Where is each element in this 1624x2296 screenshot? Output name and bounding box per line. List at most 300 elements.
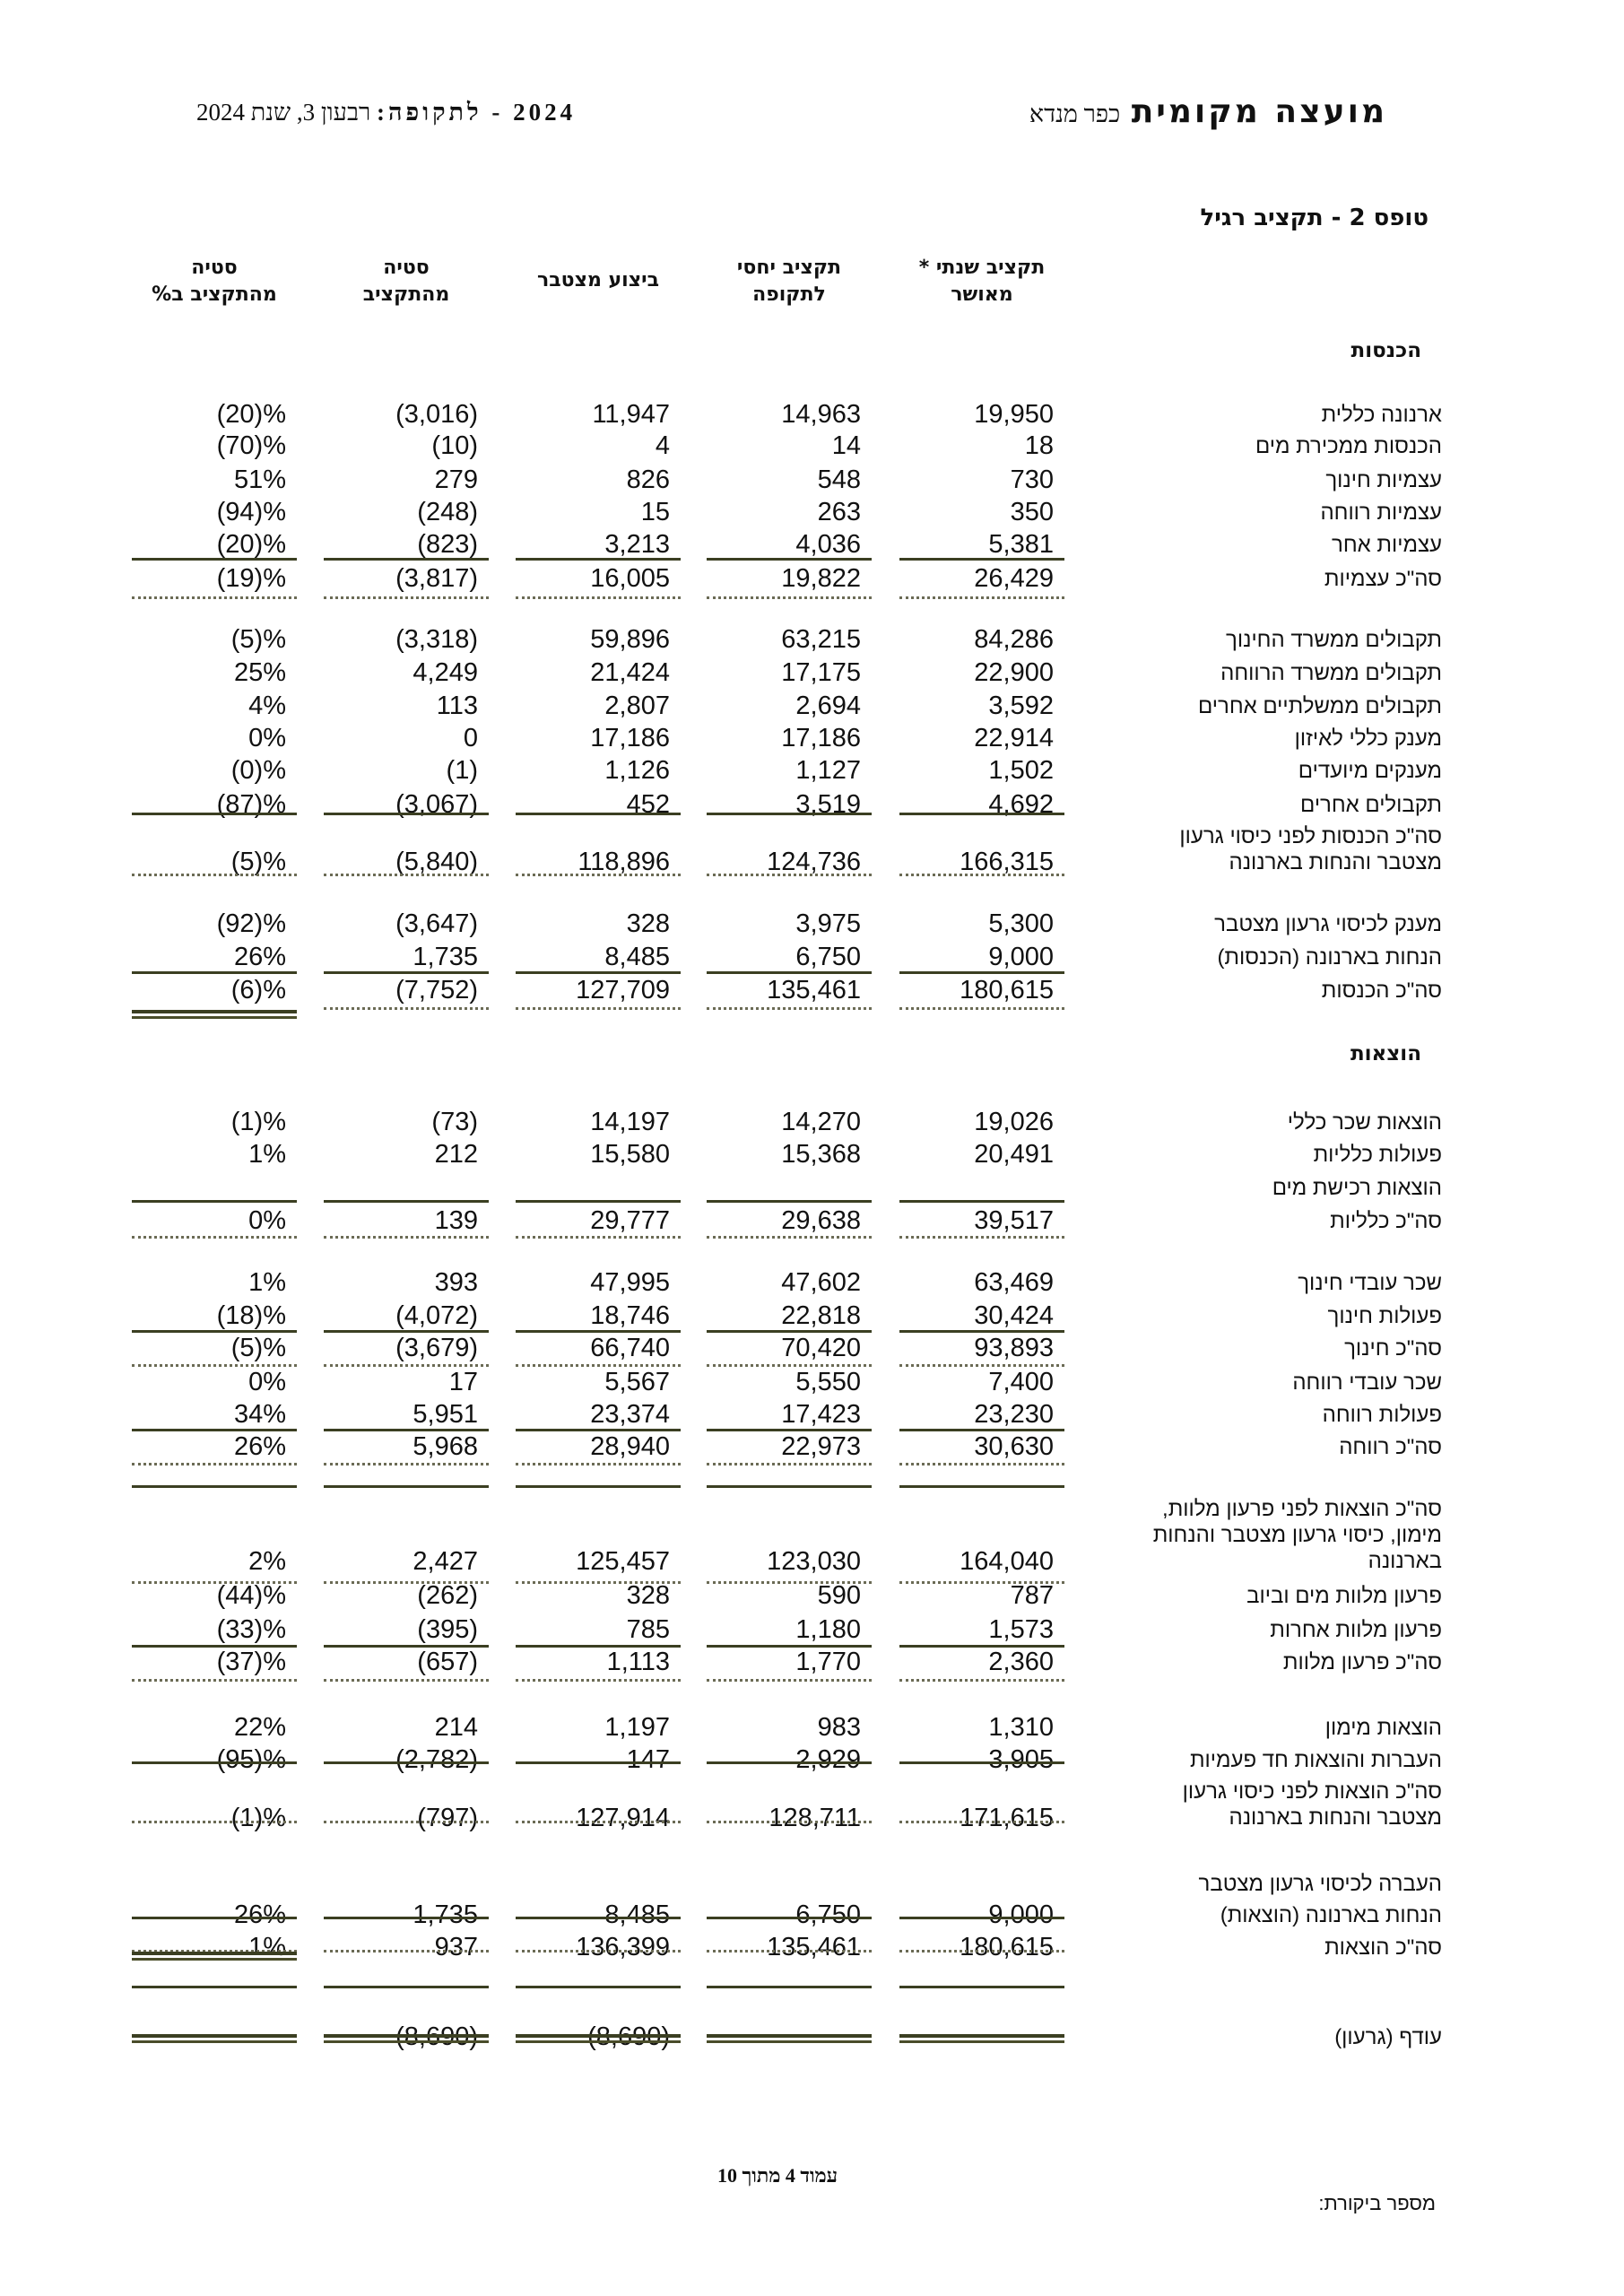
- double-underline: [324, 2034, 489, 2043]
- cell-value: [132, 528, 297, 561]
- dotted-underline: [132, 1463, 297, 1465]
- cell-text: (657): [417, 1648, 478, 1676]
- cell-text: 1%: [248, 1268, 286, 1297]
- subtotal-rule: [707, 1986, 872, 1988]
- cell-value: [707, 1931, 872, 1963]
- cell-text: 66,740: [590, 1334, 670, 1362]
- cell-value: [324, 1931, 489, 1963]
- cell-text: 548: [817, 465, 861, 494]
- cell-value: [899, 1744, 1064, 1776]
- cell-value: [132, 941, 297, 973]
- cell-text: (5)%: [230, 625, 286, 654]
- column-header-line: סטיה: [383, 257, 430, 279]
- cell-value: [324, 528, 489, 561]
- cell-text: 127,914: [576, 1804, 670, 1832]
- cell-value: [324, 398, 489, 430]
- cell-value: [324, 1646, 489, 1678]
- cell-text: (395): [417, 1615, 478, 1644]
- cell-text: (19)%: [216, 564, 286, 593]
- cell-text: 139: [434, 1206, 478, 1235]
- cell-text: (3,647): [395, 909, 478, 938]
- subtotal-rule: [324, 1200, 489, 1203]
- cell-text: 19,950: [974, 400, 1054, 429]
- cell-value: [324, 908, 489, 940]
- subtotal-rule: [707, 558, 872, 561]
- row-label-line: עודף (גרעון): [1334, 2025, 1442, 2049]
- cell-value: [899, 528, 1064, 561]
- cell-text: 23,374: [590, 1400, 670, 1429]
- cell-text: 84,286: [974, 625, 1054, 654]
- cell-text: 127,709: [576, 976, 670, 1004]
- row-label-line: מענקים מיועדים: [1298, 759, 1442, 783]
- row-label-line: מצטבר והנחות בארנונה: [1229, 1805, 1442, 1830]
- cell-text: 1%: [248, 1933, 286, 1961]
- subtotal-rule: [516, 1986, 681, 1988]
- cell-text: (5)%: [230, 848, 286, 876]
- cell-value: [132, 1899, 297, 1931]
- cell-text: 4,692: [988, 790, 1054, 819]
- row-label-line: הנחות בארנונה (הוצאות): [1220, 1903, 1442, 1927]
- row-label-line: פרעון מלוות מים וביוב: [1246, 1584, 1442, 1608]
- dotted-underline: [899, 1364, 1064, 1367]
- row-label-line: העברה לכיסוי גרעון מצטבר: [1198, 1872, 1442, 1896]
- cell-value: [516, 1266, 681, 1299]
- council-header: [1029, 93, 1387, 130]
- dotted-underline: [516, 1236, 681, 1239]
- cell-text: 15,580: [590, 1140, 670, 1169]
- cell-text: 29,777: [590, 1206, 670, 1235]
- cell-text: 63,215: [781, 625, 861, 654]
- dotted-underline: [324, 874, 489, 876]
- row-label-line: מצטבר והנחות בארנונה: [1229, 850, 1442, 874]
- cell-value: [899, 496, 1064, 528]
- cell-value: [707, 1205, 872, 1237]
- cell-text: 171,615: [960, 1804, 1054, 1832]
- subtotal-rule: [707, 971, 872, 974]
- cell-text: 22,900: [974, 658, 1054, 687]
- subtotal-rule: [707, 1485, 872, 1488]
- cell-text: (92)%: [216, 909, 286, 938]
- row-label-line: פרעון מלוות אחרות: [1270, 1618, 1442, 1642]
- cell-value: [707, 1366, 872, 1398]
- cell-value: [707, 1613, 872, 1646]
- cell-value: [707, 1744, 872, 1776]
- column-header-line: תקציב יחסי: [736, 257, 842, 279]
- column-header-line: מהתקציב: [362, 283, 450, 306]
- cell-text: 937: [434, 1933, 478, 1961]
- cell-text: 4: [655, 431, 670, 460]
- cell-value: [324, 1802, 489, 1834]
- cell-text: 279: [434, 465, 478, 494]
- cell-value: [132, 908, 297, 940]
- cell-text: 15,368: [781, 1140, 861, 1169]
- cell-value: [516, 1106, 681, 1138]
- cell-value: [899, 1931, 1064, 1963]
- column-header-cumulative: [516, 267, 681, 294]
- cell-text: (94)%: [216, 498, 286, 526]
- cell-value: [707, 974, 872, 1006]
- cell-text: 21,424: [590, 658, 670, 687]
- cell-text: (248): [417, 498, 478, 526]
- dotted-underline: [324, 1679, 489, 1682]
- row-label-line: סה"כ כלליות: [1330, 1209, 1442, 1233]
- subtotal-rule: [516, 1200, 681, 1203]
- cell-value: [132, 1579, 297, 1612]
- cell-value: [324, 788, 489, 821]
- control-number-label: מספר ביקורת:: [1318, 2192, 1436, 2214]
- cell-text: 983: [817, 1713, 861, 1742]
- cell-value: [707, 788, 872, 821]
- cell-value: [132, 398, 297, 430]
- cell-value: [324, 1579, 489, 1612]
- dotted-underline: [132, 1236, 297, 1239]
- cell-text: (33)%: [216, 1615, 286, 1644]
- cell-text: 147: [626, 1745, 670, 1774]
- dotted-underline: [516, 1007, 681, 1010]
- subtotal-rule: [132, 1986, 297, 1988]
- cell-value: [516, 1398, 681, 1431]
- cell-value: [899, 1266, 1064, 1299]
- cell-value: [132, 1744, 297, 1776]
- cell-value: [707, 1802, 872, 1834]
- cell-text: 164,040: [960, 1547, 1054, 1576]
- cell-text: 30,424: [974, 1301, 1054, 1330]
- cell-value: [899, 1545, 1064, 1578]
- row-label: [1220, 1902, 1442, 1928]
- cell-value: [899, 690, 1064, 722]
- cell-text: 1,735: [413, 943, 478, 971]
- cell-text: 16,005: [590, 564, 670, 593]
- cell-value: [516, 1579, 681, 1612]
- cell-value: [324, 1431, 489, 1463]
- cell-text: 180,615: [960, 1933, 1054, 1961]
- subtotal-rule: [899, 1917, 1064, 1919]
- cell-text: 17,186: [781, 724, 861, 752]
- cell-text: (73): [431, 1108, 478, 1136]
- row-label: [1198, 693, 1442, 719]
- row-label: [1328, 1303, 1442, 1329]
- cell-value: [132, 657, 297, 689]
- dotted-underline: [516, 596, 681, 599]
- cell-value: [324, 974, 489, 1006]
- subtotal-rule: [132, 1645, 297, 1648]
- dotted-underline: [324, 1364, 489, 1367]
- cell-text: (5)%: [230, 1334, 286, 1362]
- row-label: [1323, 1402, 1442, 1428]
- subtotal-rule: [132, 813, 297, 815]
- subtotal-rule: [132, 1330, 297, 1333]
- cell-value: [132, 722, 297, 754]
- cell-value: [516, 430, 681, 462]
- cell-value: [899, 657, 1064, 689]
- dotted-underline: [707, 1581, 872, 1584]
- dotted-underline: [516, 1463, 681, 1465]
- cell-value: [516, 788, 681, 821]
- row-label-line: עצמיות רווחה: [1320, 500, 1442, 525]
- subtotal-rule: [324, 1645, 489, 1648]
- double-underline: [132, 2034, 297, 2043]
- subtotal-rule: [899, 1986, 1064, 1988]
- cell-value: [516, 1332, 681, 1364]
- cell-text: 20,491: [974, 1140, 1054, 1169]
- subtotal-rule: [516, 971, 681, 974]
- subtotal-rule: [132, 1485, 297, 1488]
- cell-text: 26%: [233, 1900, 286, 1929]
- subtotal-rule: [516, 1761, 681, 1764]
- cell-text: 1%: [248, 1140, 286, 1169]
- cell-text: 452: [626, 790, 670, 819]
- cell-value: [899, 1802, 1064, 1834]
- dotted-underline: [516, 1821, 681, 1823]
- cell-text: 39,517: [974, 1206, 1054, 1235]
- row-label-line: עצמיות חינוך: [1325, 468, 1442, 492]
- cell-value: [899, 1106, 1064, 1138]
- cell-value: [899, 1300, 1064, 1332]
- row-label: [1220, 660, 1442, 686]
- cell-text: 18: [1024, 431, 1054, 460]
- dotted-underline: [707, 1950, 872, 1952]
- cell-value: [516, 1931, 681, 1963]
- row-label: [1325, 467, 1442, 493]
- cell-value: [899, 623, 1064, 656]
- cell-value: [516, 908, 681, 940]
- row-label: [1332, 532, 1442, 558]
- cell-text: 5,968: [413, 1432, 478, 1461]
- cell-text: 328: [626, 1581, 670, 1610]
- cell-value: [707, 528, 872, 561]
- cell-text: 15: [640, 498, 670, 526]
- period-header: [196, 99, 576, 126]
- cell-value: [707, 1300, 872, 1332]
- cell-value: [899, 464, 1064, 496]
- cell-value: [132, 562, 297, 595]
- cell-value: [707, 1431, 872, 1463]
- cell-value: [324, 1899, 489, 1931]
- cell-text: 59,896: [590, 625, 670, 654]
- cell-value: [516, 1802, 681, 1834]
- row-label: [1255, 433, 1442, 459]
- cell-text: (70)%: [216, 431, 286, 460]
- cell-value: [707, 1545, 872, 1578]
- cell-value: [516, 754, 681, 787]
- cell-text: 3,519: [795, 790, 861, 819]
- cell-text: 22,973: [781, 1432, 861, 1461]
- cell-text: 166,315: [960, 848, 1054, 876]
- double-underline: [707, 2034, 872, 2043]
- dotted-underline: [707, 1463, 872, 1465]
- cell-value: [516, 941, 681, 973]
- cell-value: [899, 1899, 1064, 1931]
- row-label-line: תקבולים אחרים: [1300, 793, 1442, 817]
- row-label-line: סה"כ הוצאות לפני פרעון מלוות,: [1162, 1497, 1442, 1521]
- cell-value: [324, 1300, 489, 1332]
- cell-value: [899, 1332, 1064, 1364]
- row-label: [1324, 1935, 1442, 1961]
- cell-text: 70,420: [781, 1334, 861, 1362]
- cell-text: (797): [417, 1804, 478, 1832]
- cell-text: 8,485: [604, 1900, 670, 1929]
- subtotal-rule: [707, 1200, 872, 1203]
- cell-value: [324, 1366, 489, 1398]
- row-label: [1183, 1779, 1442, 1831]
- cell-text: 2,694: [795, 691, 861, 720]
- cell-value: [516, 1138, 681, 1170]
- cell-text: 5,567: [604, 1368, 670, 1396]
- cell-value: [132, 974, 297, 1006]
- cell-value: [516, 657, 681, 689]
- cell-value: [516, 1613, 681, 1646]
- cell-text: 1,573: [988, 1615, 1054, 1644]
- subtotal-rule: [132, 1429, 297, 1431]
- subtotal-rule: [132, 1761, 297, 1764]
- row-label: [1288, 1109, 1442, 1135]
- cell-text: 26%: [233, 943, 286, 971]
- subtotal-rule: [707, 1645, 872, 1648]
- row-label-line: תקבולים ממשרד הרווחה: [1220, 661, 1442, 685]
- row-label-line: תקבולים ממשלתיים אחרים: [1198, 694, 1442, 718]
- row-label: [1270, 1617, 1442, 1643]
- cell-text: 118,896: [578, 848, 670, 876]
- cell-text: (7,752): [395, 976, 478, 1004]
- cell-text: (3,016): [395, 400, 478, 429]
- cell-value: [899, 941, 1064, 973]
- cell-text: 5,300: [988, 909, 1054, 938]
- cell-value: [324, 623, 489, 656]
- cell-text: 3,592: [988, 691, 1054, 720]
- cell-value: [516, 1366, 681, 1398]
- cell-text: (1)%: [230, 1108, 286, 1136]
- cell-value: [516, 1744, 681, 1776]
- dotted-underline: [899, 1463, 1064, 1465]
- cell-text: 730: [1010, 465, 1054, 494]
- row-label-line: הוצאות מימון: [1324, 1716, 1442, 1740]
- row-label-line: סה"כ הוצאות: [1324, 1935, 1442, 1960]
- cell-value: [899, 1579, 1064, 1612]
- cell-value: [132, 1802, 297, 1834]
- cell-text: 9,000: [988, 1900, 1054, 1929]
- dotted-underline: [899, 1581, 1064, 1584]
- row-label: [1298, 758, 1442, 784]
- cell-value: [132, 788, 297, 821]
- cell-value: [516, 1205, 681, 1237]
- page-number: עמוד 4 מתוך 10: [717, 2164, 838, 2187]
- cell-text: 51%: [233, 465, 286, 494]
- row-label-line: סה"כ רווחה: [1339, 1435, 1442, 1459]
- cell-text: 590: [817, 1581, 861, 1610]
- cell-text: (20)%: [216, 530, 286, 559]
- cell-text: (0)%: [230, 756, 286, 785]
- cell-value: [516, 1899, 681, 1931]
- cell-value: [132, 1332, 297, 1364]
- dotted-underline: [324, 1236, 489, 1239]
- cell-value: [899, 908, 1064, 940]
- dotted-underline: [324, 1581, 489, 1584]
- cell-text: 63,469: [974, 1268, 1054, 1297]
- cell-value: [132, 1266, 297, 1299]
- row-label: [1226, 627, 1442, 653]
- cell-value: [324, 1711, 489, 1744]
- column-header-deviation-percent: [132, 255, 297, 309]
- cell-text: (3,679): [395, 1334, 478, 1362]
- column-header-line: ביצוע מצטבר: [536, 269, 659, 291]
- cell-text: 5,951: [413, 1400, 478, 1429]
- row-label-line: הוצאות שכר כללי: [1287, 1110, 1442, 1135]
- row-label-line: שכר עובדי רווחה: [1292, 1370, 1442, 1395]
- cell-value: [707, 1332, 872, 1364]
- cell-value: [899, 1205, 1064, 1237]
- cell-value: [707, 722, 872, 754]
- cell-value: [132, 623, 297, 656]
- dotted-underline: [899, 1679, 1064, 1682]
- cell-value: [516, 623, 681, 656]
- cell-value: [516, 496, 681, 528]
- cell-text: (3,067): [395, 790, 478, 819]
- cell-text: 1,502: [988, 756, 1054, 785]
- cell-text: (1): [446, 756, 478, 785]
- subtotal-rule: [516, 813, 681, 815]
- council-name: כפר מנדא: [1029, 100, 1121, 127]
- cell-value: [324, 722, 489, 754]
- row-label-line: סה"כ הכנסות לפני כיסוי גרעון: [1179, 824, 1442, 848]
- row-label-line: הנחות בארנונה (הכנסות): [1217, 945, 1442, 970]
- dotted-underline: [899, 1950, 1064, 1952]
- cell-value: [132, 690, 297, 722]
- cell-text: 2,427: [413, 1547, 478, 1576]
- cell-value: [516, 722, 681, 754]
- cell-text: 47,602: [781, 1268, 861, 1297]
- subtotal-rule: [899, 1330, 1064, 1333]
- subtotal-rule: [899, 558, 1064, 561]
- cell-text: 14,963: [781, 400, 861, 429]
- cell-text: 785: [626, 1615, 670, 1644]
- cell-text: 2,929: [795, 1745, 861, 1774]
- cell-text: (87)%: [216, 790, 286, 819]
- cell-text: 328: [626, 909, 670, 938]
- dotted-underline: [132, 1821, 297, 1823]
- cell-value: [324, 1613, 489, 1646]
- cell-text: 2,360: [988, 1648, 1054, 1676]
- cell-text: 125,457: [576, 1547, 670, 1576]
- subtotal-rule: [899, 971, 1064, 974]
- cell-value: [324, 941, 489, 973]
- row-label: [1314, 1142, 1442, 1168]
- cell-text: 5,381: [988, 530, 1054, 559]
- cell-text: 5,550: [795, 1368, 861, 1396]
- cell-value: [132, 1431, 297, 1463]
- cell-value: [324, 464, 489, 496]
- cell-text: 30,630: [974, 1432, 1054, 1461]
- cell-text: (3,318): [395, 625, 478, 654]
- cell-text: 3,905: [988, 1745, 1054, 1774]
- subtotal-rule: [707, 813, 872, 815]
- cell-text: 22,818: [781, 1301, 861, 1330]
- row-label: [1300, 792, 1442, 818]
- dotted-underline: [516, 1679, 681, 1682]
- cell-text: 29,638: [781, 1206, 861, 1235]
- cell-text: 2%: [248, 1547, 286, 1576]
- cell-value: [899, 974, 1064, 1006]
- cell-text: 214: [434, 1713, 478, 1742]
- cell-value: [132, 1300, 297, 1332]
- dotted-underline: [324, 596, 489, 599]
- cell-text: 17,186: [590, 724, 670, 752]
- cell-value: [707, 1266, 872, 1299]
- row-label-line: מענק כללי לאיזון: [1294, 726, 1442, 751]
- cell-text: 113: [436, 691, 478, 720]
- cell-value: [324, 430, 489, 462]
- cell-text: (3,817): [395, 564, 478, 593]
- cell-text: 34%: [233, 1400, 286, 1429]
